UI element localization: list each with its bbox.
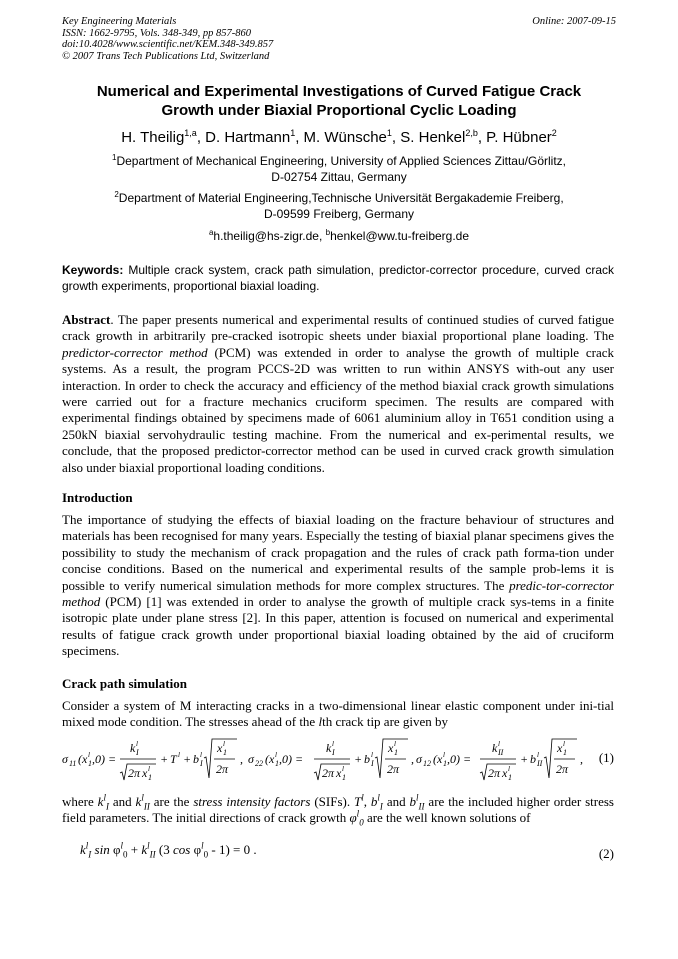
- svg-text:2π: 2π: [322, 766, 335, 780]
- svg-text:k: k: [130, 741, 136, 755]
- svg-text:l: l: [371, 751, 373, 759]
- aff-text: Department of Material Engineering,Technische Universität Bergakademie Freiberg,: [118, 191, 564, 205]
- svg-text:2π: 2π: [216, 762, 229, 776]
- aff-text: Department of Mechanical Engineering, University of Applied Sciences Zittau/Görlitz,: [116, 154, 566, 168]
- author-name: S. Henkel: [400, 129, 466, 146]
- svg-text:l: l: [136, 740, 138, 748]
- svg-text:+: +: [183, 752, 192, 766]
- svg-text:1: 1: [148, 773, 152, 782]
- svg-text:l: l: [148, 765, 150, 773]
- svg-text:I: I: [136, 748, 139, 757]
- svg-text:l: l: [342, 765, 344, 773]
- svg-text:l: l: [394, 740, 396, 748]
- svg-text:II: II: [498, 748, 504, 757]
- equation-2-body: $k^l_I$ $\sin \varphi^l_0 + k^l_{II}$ (3 $\cos \varphi^l_0 - 1) = 0$ .: [80, 840, 257, 860]
- svg-text:l: l: [563, 740, 565, 748]
- section-heading-introduction: Introduction: [62, 490, 133, 505]
- svg-text:,: ,: [240, 752, 243, 766]
- svg-text:I: I: [371, 759, 374, 768]
- svg-text:σ: σ: [416, 752, 422, 766]
- author-name: M. Wünsche: [303, 129, 387, 146]
- svg-text:l: l: [275, 751, 277, 759]
- svg-text:11: 11: [69, 759, 77, 768]
- aff-text: D-02754 Zittau, Germany: [271, 170, 407, 184]
- svg-text:2π: 2π: [387, 762, 400, 776]
- crack-text: Consider a system of M interacting cracks in a two-dimensional linear elastic component under ini-tial mixed mode condition. The stresses ahead of the: [62, 698, 614, 730]
- equation-1: [62, 736, 614, 786]
- svg-text:2π: 2π: [128, 766, 141, 780]
- affiliation-1: [40, 153, 638, 185]
- title-line-2: Growth under Biaxial Proportional Cyclic Loading: [161, 102, 517, 119]
- svg-text:,0) =: ,0) =: [92, 752, 117, 766]
- svg-text:l: l: [178, 751, 180, 759]
- sif-text: are the: [149, 794, 194, 809]
- journal-info: [62, 16, 273, 62]
- keywords-label: Keywords:: [62, 263, 124, 277]
- svg-text:II: II: [537, 759, 543, 768]
- journal-copyright: © 2007 Trans Tech Publications Ltd, Switzerland: [62, 50, 270, 62]
- title-line-1: Numerical and Experimental Investigations of Curved Fatigue Crack: [96, 83, 582, 100]
- equation-2-number: (2): [598, 846, 614, 861]
- section-heading-crack-path: Crack path simulation: [62, 676, 187, 691]
- svg-text:l: l: [498, 740, 500, 748]
- svg-text:σ: σ: [248, 752, 254, 766]
- svg-text:σ: σ: [62, 752, 68, 766]
- svg-text:l: l: [223, 740, 225, 748]
- svg-text:l: l: [88, 751, 90, 759]
- affiliation-2: [40, 190, 638, 222]
- crack-l: l: [318, 714, 323, 730]
- svg-text:x: x: [142, 766, 148, 780]
- crack-text: th crack tip are given by: [322, 714, 449, 730]
- svg-text:12: 12: [423, 759, 431, 768]
- svg-text:I: I: [200, 759, 203, 768]
- svg-text:1: 1: [88, 759, 92, 768]
- author-sup: 1: [386, 128, 392, 138]
- svg-text:x: x: [269, 752, 275, 766]
- svg-text:,: ,: [411, 752, 414, 766]
- author-sup: 2: [551, 128, 557, 138]
- svg-text:l: l: [200, 751, 202, 759]
- abstract-text: (PCM) was extended in order to analyse the growth of multiple crack systems. As a result, the program PCCS-2D was written to run within ANSYS with-out any user interaction. In order to check the accuracy and efficiency of the method biaxial crack growth simulations were carried out for a fracture mechanics cruciform specimen. The results are compared with experimental findings obtained by specimens made of 6061 aluminium alloy in T651 condition using a 250kN biaxial servohydraulic testing machine. From the numerical and ex-perimental results, we conclude, that the proposed predictor-corrector method can be used in curved crack growth simulation also under biaxial proportional loading conditions.: [62, 344, 615, 475]
- author-sup: 1: [290, 128, 296, 138]
- svg-text:1: 1: [508, 773, 512, 782]
- svg-text:b: b: [530, 752, 536, 766]
- svg-text:+: +: [160, 752, 169, 766]
- journal-doi[interactable]: doi:10.4028/www.scientific.net/KEM.348-349.857: [62, 39, 274, 50]
- abstract-label: Abstract: [62, 312, 111, 327]
- svg-text:x: x: [502, 766, 508, 780]
- journal-issn: ISSN: 1662-9795, Vols. 348-349, pp 857-860: [62, 27, 251, 39]
- equation-1-number: (1): [598, 750, 614, 765]
- sif-paragraph: where $k^l_I$ and $k^l_{II}$ are the stress intensity factors (SIFs). $T^l$, $b^l_I$ and $b^l_{II}$ are the included higher order stress field parameters. The initial directions of crack growth $\varphi^l_0$ are the well known solutions of: [62, 792, 614, 828]
- abstract: [62, 312, 614, 476]
- svg-text:x: x: [388, 741, 394, 755]
- equation-2: [80, 842, 614, 868]
- svg-text:x: x: [217, 741, 223, 755]
- aff-text: D-09599 Freiberg, Germany: [263, 207, 415, 221]
- intro-pcm: predic-tor-corrector method: [62, 577, 614, 610]
- paper-title: [40, 82, 638, 120]
- svg-text:x: x: [557, 741, 563, 755]
- svg-text:+: +: [354, 752, 363, 766]
- svg-text:k: k: [492, 741, 498, 755]
- aff-sup: 1: [111, 153, 117, 162]
- author-sup: 2,b: [465, 128, 478, 138]
- svg-text:2π: 2π: [556, 762, 569, 776]
- svg-text:x: x: [336, 766, 342, 780]
- online-date: Online: 2007-09-15: [532, 16, 616, 27]
- author-name: D. Hartmann: [205, 129, 291, 146]
- crack-path-paragraph: [62, 698, 614, 731]
- journal-name: Key Engineering Materials: [62, 16, 177, 27]
- abstract-text: . The paper presents numerical and experimental results of continued studies of curved fatigue crack growth in arbitrarily pre-cracked isotropic sheets under biaxial proportional plane loading. The: [62, 312, 614, 344]
- svg-text:22: 22: [255, 759, 263, 768]
- intro-text: The importance of studying the effects of biaxial loading on the fracture behaviour of structures and materials has been recognised for many years. Especially the testing of biaxial planar specimens gives the possibility to study the mechanism of crack propagation and the rules of crack path forma-tion under concise conditions. Based on the numerical and experimental results of the sample prob-lems it is possible to verify numerical simulation methods for more complex structures. The: [62, 512, 614, 593]
- svg-text:l: l: [443, 751, 445, 759]
- keywords-text: Multiple crack system, crack path simulation, predictor-corrector procedure, curved crack growth experiments, proportional biaxial loading.: [62, 263, 614, 293]
- sif-term: stress intensity factors: [193, 794, 311, 809]
- keywords: [62, 262, 614, 294]
- svg-text:1: 1: [443, 759, 447, 768]
- email-b[interactable]: henkel@ww.tu-freiberg.de: [330, 229, 470, 243]
- svg-text:,0) =: ,0) =: [447, 752, 472, 766]
- author-emails: [40, 228, 638, 244]
- email-sup: b: [325, 228, 331, 237]
- svg-text:(: (: [265, 752, 269, 766]
- sif-text: where: [62, 794, 98, 809]
- svg-text:l: l: [508, 765, 510, 773]
- intro-text: (PCM) [1] was extended in order to analyse the growth of multiple crack sys-tems in a finite isotropic plate under plane stress [2]. In this paper, attention is focused on numerical and experimental results of fatigue crack growth under proportional biaxial loading obtained by the aid of cruciform specimens.: [62, 594, 614, 659]
- svg-text:,: ,: [580, 752, 583, 766]
- aff-sup: 2: [114, 190, 119, 199]
- email-a[interactable]: h.theilig@hs-zigr.de,: [213, 229, 326, 243]
- svg-text:1: 1: [394, 748, 398, 757]
- svg-text:x: x: [82, 752, 88, 766]
- svg-text:1: 1: [563, 748, 567, 757]
- sif-text: are the included higher order stress field parameters. The initial directions of crack growth: [62, 794, 614, 826]
- equation-1-graphic: [62, 736, 614, 786]
- svg-text:b: b: [193, 752, 199, 766]
- svg-text:,0) =: ,0) =: [279, 752, 304, 766]
- svg-text:k: k: [326, 741, 332, 755]
- author-sup: 1,a: [184, 128, 197, 138]
- sif-text: (SIFs).: [310, 794, 354, 809]
- svg-text:T: T: [170, 752, 177, 766]
- svg-text:+: +: [520, 752, 529, 766]
- svg-text:l: l: [332, 740, 334, 748]
- svg-text:b: b: [364, 752, 370, 766]
- author-list: H. Theilig$^{1,a}$, D. Hartmann$^1$, M. Wünsche$^1$, S. Henkel$^{2,b}$, P. Hübner$^2$: [121, 128, 557, 146]
- author-name: H. Theilig: [121, 129, 185, 146]
- abstract-pcm: predictor-corrector method: [62, 344, 208, 360]
- svg-text:x: x: [437, 752, 443, 766]
- svg-text:1: 1: [342, 773, 346, 782]
- svg-text:(: (: [78, 752, 82, 766]
- sif-text: are the well known solutions of: [363, 810, 531, 826]
- svg-text:l: l: [537, 751, 539, 759]
- email-sup: a: [208, 228, 214, 237]
- svg-text:1: 1: [275, 759, 279, 768]
- svg-text:I: I: [332, 748, 335, 757]
- svg-text:2π: 2π: [488, 766, 501, 780]
- introduction-paragraph: [62, 512, 614, 660]
- svg-text:(: (: [433, 752, 437, 766]
- author-name: P. Hübner: [486, 129, 552, 146]
- svg-text:1: 1: [223, 748, 227, 757]
